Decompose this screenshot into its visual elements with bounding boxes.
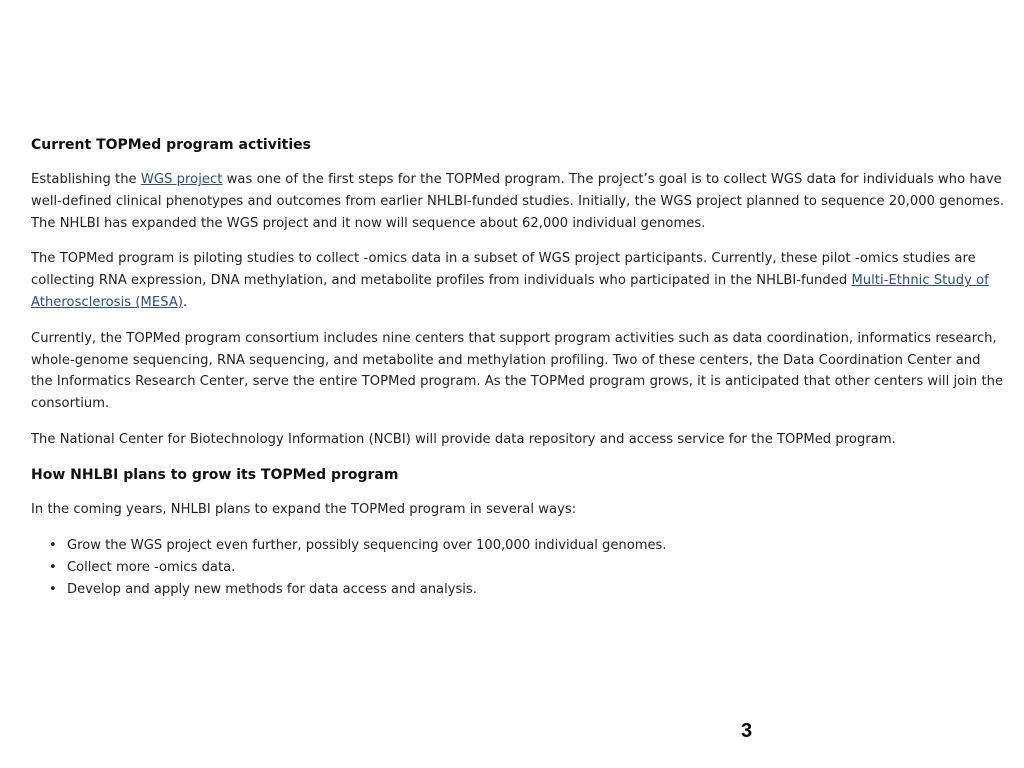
paragraph-growth-intro: In the coming years, NHLBI plans to expand the TOPMed program in several ways: <box>31 501 577 517</box>
page-number: 3 <box>741 720 753 742</box>
paragraph-omics-pilot <box>31 248 1006 313</box>
paragraph-text: . <box>183 294 188 310</box>
section-heading-growth: How NHLBI plans to grow its TOPMed program <box>31 466 399 483</box>
paragraph-text: Establishing the <box>31 172 141 187</box>
list-item: • Collect more -omics data. <box>49 557 1006 579</box>
paragraph-wgs-project <box>31 169 1006 234</box>
bullet-icon: • <box>49 537 57 553</box>
mesa-link[interactable]: Multi-Ethnic Study of Atherosclerosis (MESA) <box>31 273 989 310</box>
bullet-icon: • <box>49 581 57 597</box>
paragraph-text: was one of the first steps for the TOPMed program. The project’s goal is to collect WGS data for individuals who have well-defined clinical phenotypes and outcomes from earlier NHLBI-funded studies. Initially, the WGS project planned to sequence 20,000 genomes. The NHLBI has expanded the WGS project and it now will sequence about 62,000 individual genomes. <box>31 172 1005 231</box>
paragraph-text: The TOPMed program is piloting studies to collect -omics data in a subset of WGS project participants. Currently, these pilot -omics studies are collecting RNA expression, DNA methylation, and metabolite profiles from individuals who participated in the NHLBI-funded <box>31 251 976 289</box>
growth-list <box>31 535 1006 601</box>
wgs-project-link[interactable]: WGS project <box>140 172 223 187</box>
paragraph-consortium: Currently, the TOPMed program consortium includes nine centers that support program activities such as data coordination, informatics research, whole-genome sequencing, RNA sequencing, and metabolite and methylation profiling. Two of these centers, the Data Coordination Center and the Informatics Research Center, serve the entire TOPMed program. As the TOPMed program grows, it is anticipated that other centers will join the consortium. <box>31 330 1004 412</box>
list-item: • Develop and apply new methods for data access and analysis. <box>49 579 1006 601</box>
document-body <box>31 135 1006 601</box>
paragraph-ncbi: The National Center for Biotechnology Information (NCBI) will provide data repository and access service for the TOPMed program. <box>31 431 896 447</box>
bullet-icon: • <box>49 559 57 575</box>
list-item: • Grow the WGS project even further, possibly sequencing over 100,000 individual genomes. <box>49 535 1006 557</box>
section-heading-activities: Current TOPMed program activities <box>31 137 311 153</box>
